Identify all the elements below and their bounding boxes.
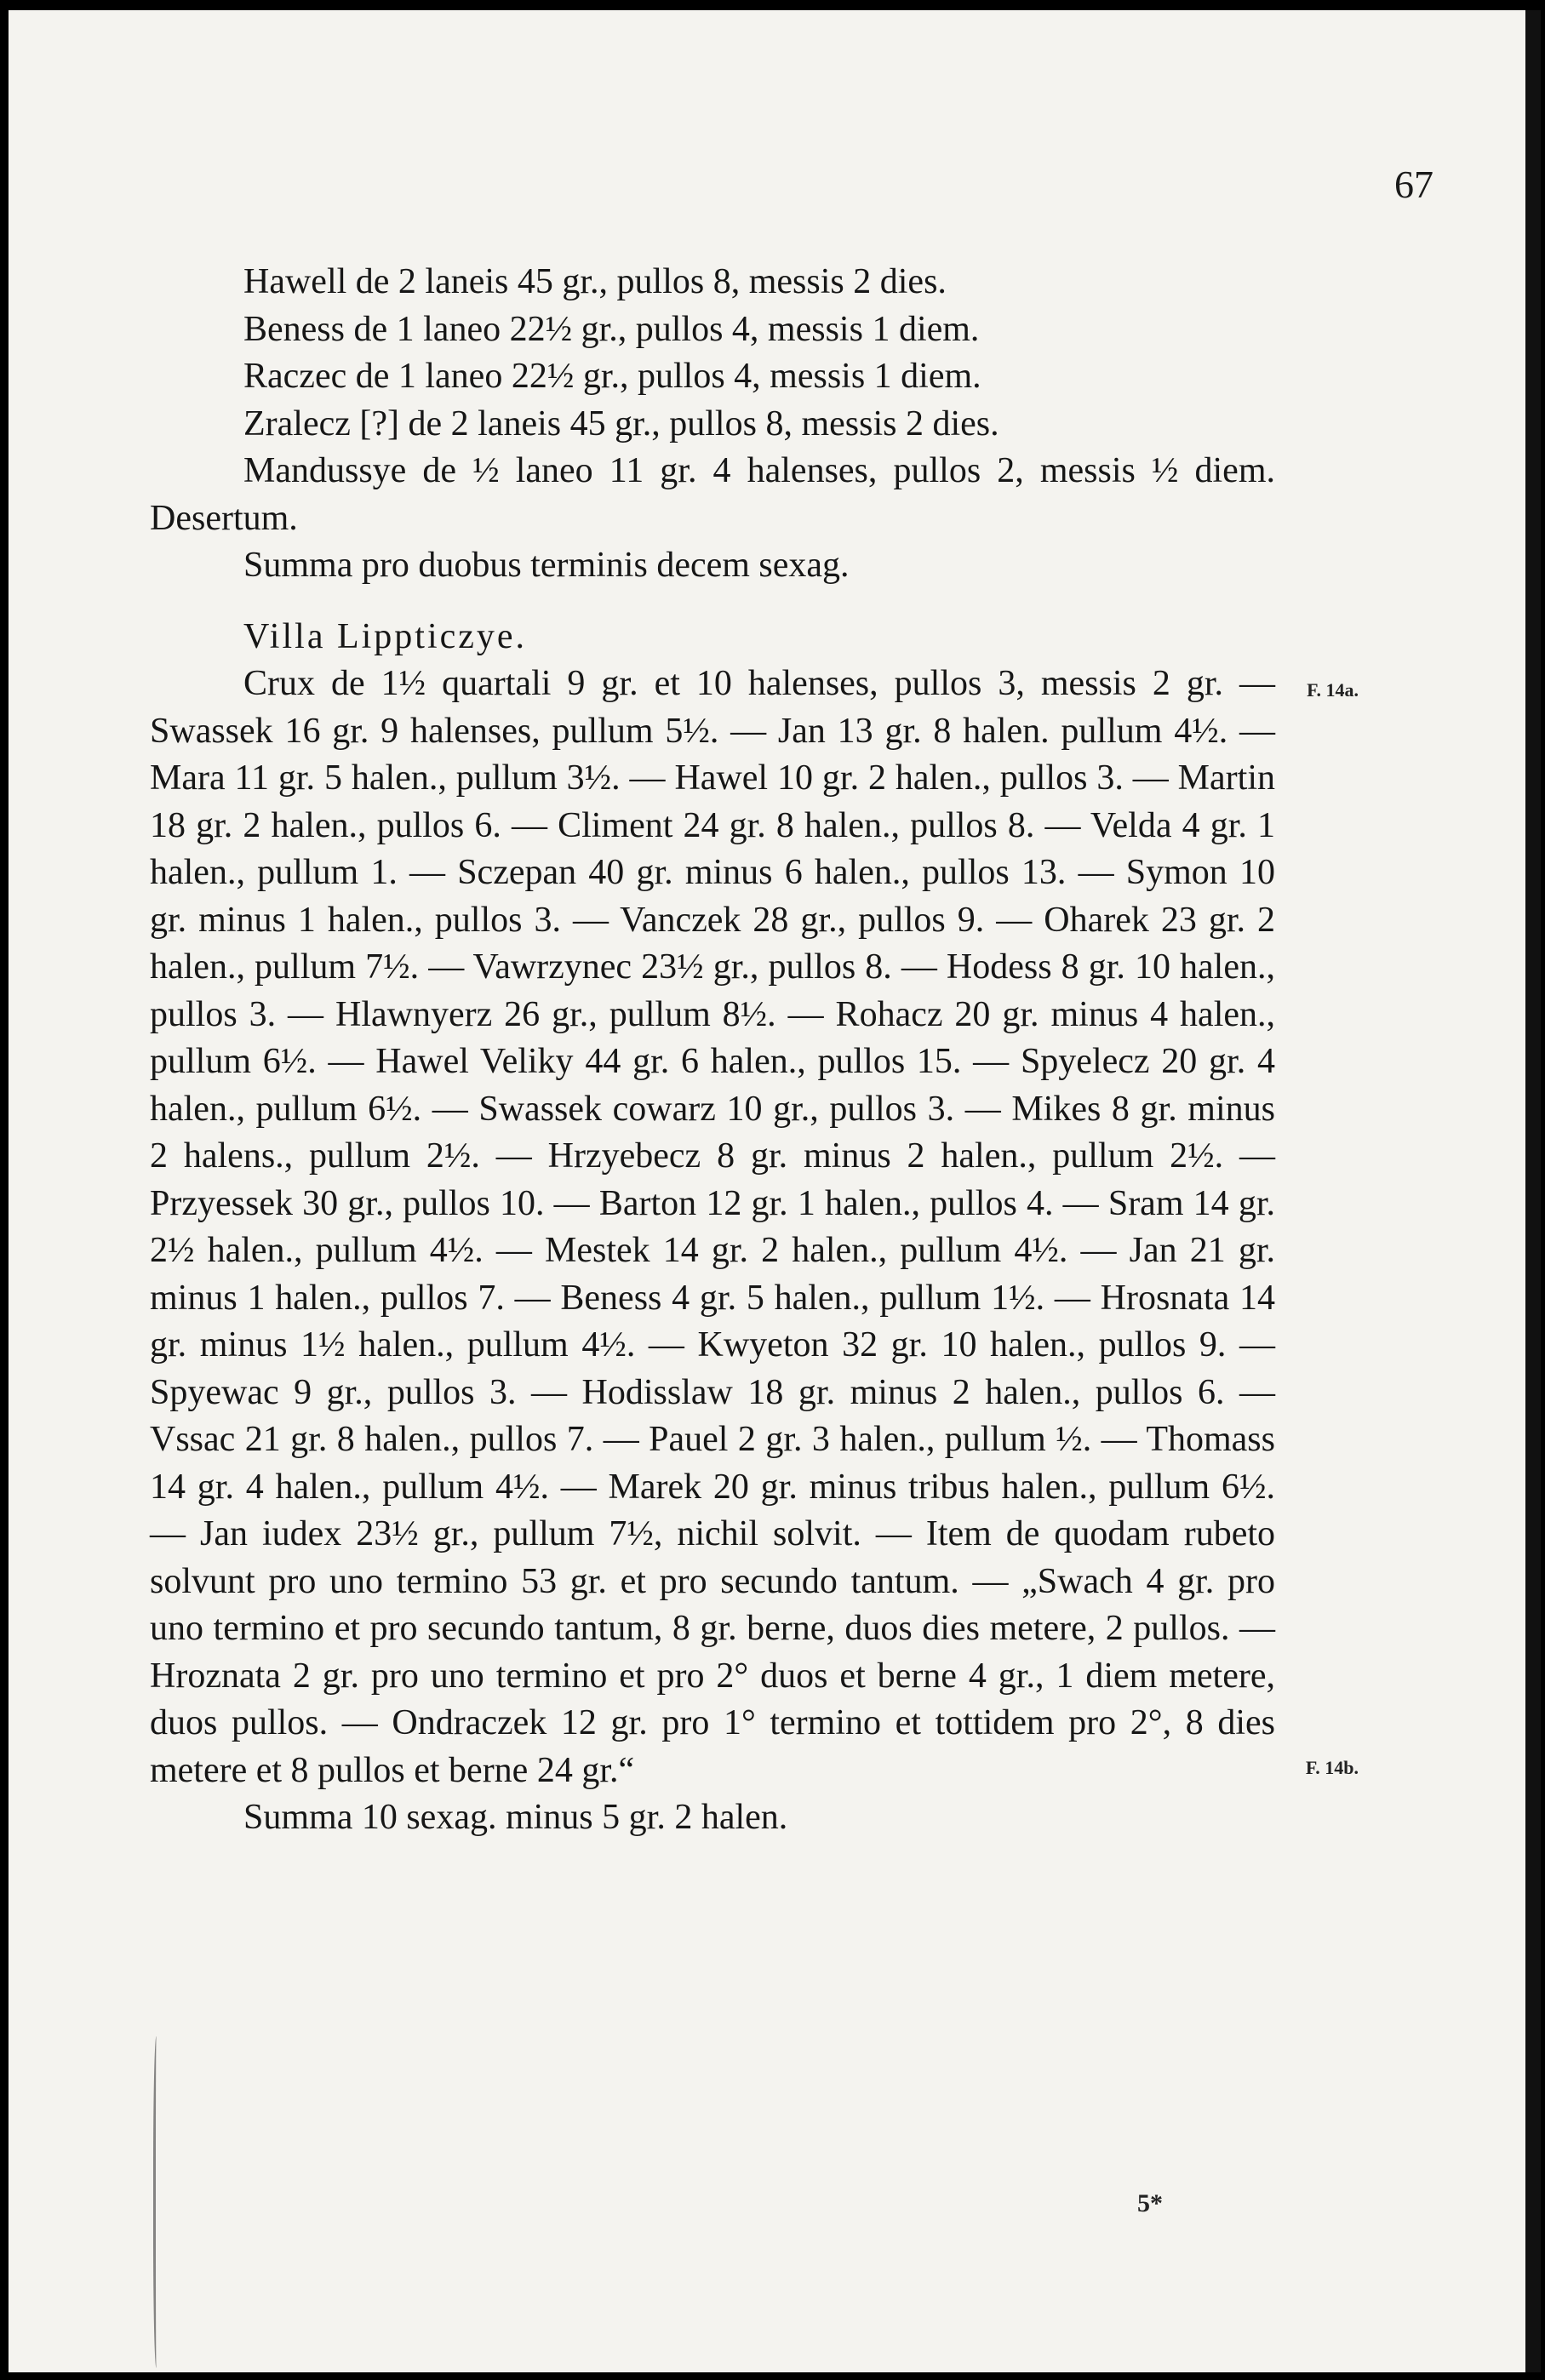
signature-mark: 5* [1137,2189,1163,2217]
summa-first: Summa pro duobus terminis decem sexag. [243,546,850,585]
marginal-note-folio-14b: F. 14b. [1305,1757,1359,1778]
entry-beness: Beness de 1 laneo 22½ gr., pullos 4, messis 1 diem. [243,309,980,349]
entry-raczec: Raczec de 1 laneo 22½ gr., pullos 4, messis 1 diem. [243,357,981,396]
summa-final: Summa 10 sexag. minus 5 gr. 2 halen. [243,1798,788,1837]
entry-mandussye: Mandussye de ½ laneo 11 gr. 4 halenses, pullos 2, messis ½ diem. Desertum. [150,451,1275,538]
page-fold-mark [153,2036,161,2368]
body-paragraph: Crux de 1½ quartali 9 gr. et 10 halenses, pullos 3, messis 2 gr. — Swassek 16 gr. 9 halenses, pullum 5½. — Jan 13 gr. 8 halen. pullum 4½. — Mara 11 gr. 5 halen., pullum 3½. — Hawel 10 gr. 2 halen., pullos 3. — Martin 18 gr. 2 halen., pullos 6. — Climent 24 gr. 8 halen., pullos 8. — Velda 4 gr. 1 halen., pullum 1. — Sczepan 40 gr. minus 6 halen., pullos 13. — Symon 10 gr. minus 1 halen., pullos 3. — Vanczek 28 gr., pullos 9. — Oharek 23 gr. 2 halen., pullum 7½. — Vawrzynec 23½ gr., pullos 8. — Hodess 8 gr. 10 halen., pullos 3. — Hlawnyerz 26 gr., pullum 8½. — Rohacz 20 gr. minus 4 halen., pullum 6½. — Hawel Veliky 44 gr. 6 halen., pullos 15. — Spyelecz 20 gr. 4 halen., pullum 6½. — Swassek cowarz 10 gr., pullos 3. — Mikes 8 gr. minus 2 halens., pullum 2½. — Hrzyebecz 8 gr. minus 2 halen., pullum 2½. — Przyessek 30 gr., pullos 10. — Barton 12 gr. 1 halen., pullos 4. — Sram 14 gr. 2½ halen., pullum 4½. — Mestek 14 gr. 2 halen., pullum 4½. — Jan 21 gr. minus 1 halen., pullos 7. — Beness 4 gr. 5 halen., pullum 1½. — Hrosnata 14 gr. minus 1½ halen., pullum 4½. — Kwyeton 32 gr. 10 halen., pullos 9. — Spyewac 9 gr., pullos 3. — Hodisslaw 18 gr. minus 2 halen., pullos 6. — Vssac 21 gr. 8 halen., pullos 7. — Pauel 2 gr. 3 halen., pullum ½. — Thomass 14 gr. 4 halen., pullum 4½. — Marek 20 gr. minus tribus halen., pullum 6½. — Jan iudex 23½ gr., pullum 7½, nichil solvit. — Item de quodam rubeto solvunt pro uno termino 53 gr. et pro secundo tantum. — „Swach 4 gr. pro uno termino et pro secundo tantum, 8 gr. berne, duos dies metere, 2 pullos. — Hroznata 2 gr. pro uno termino et pro 2° duos et berne 4 gr., 1 diem metere, duos pullos. — Ondraczek 12 gr. pro 1° termino et tottidem pro 2°, 8 dies metere et 8 pullos et berne 24 gr.“ [150,664,1275,1790]
text-block [150,259,1275,1842]
book-page [9,10,1541,2372]
marginal-note-folio-14a: F. 14a. [1307,679,1359,701]
entry-hawell: Hawell de 2 laneis 45 gr., pullos 8, messis 2 dies. [243,262,947,301]
page-number: 67 [1394,163,1433,206]
entry-zralecz: Zralecz [?] de 2 laneis 45 gr., pullos 8, messis 2 dies. [243,403,999,443]
spacer [150,590,1275,614]
section-heading: Villa Lippticzye. [243,616,528,656]
